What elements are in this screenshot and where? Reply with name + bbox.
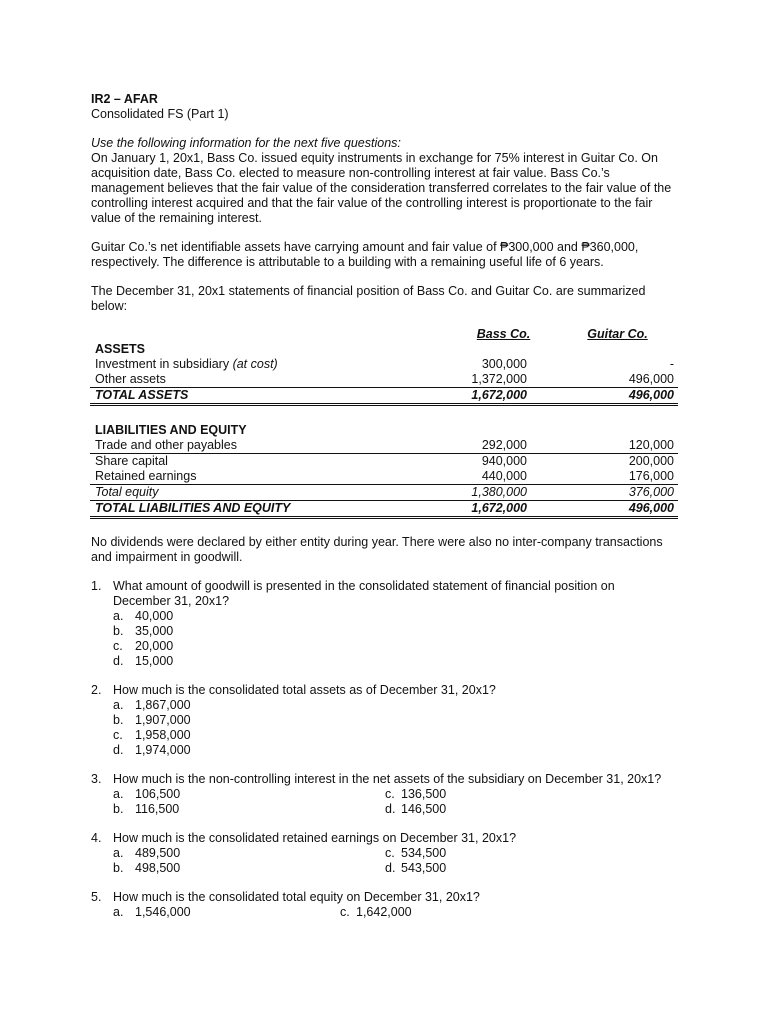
row-label: TOTAL LIABILITIES AND EQUITY [90, 501, 450, 518]
intro-line: value of the remaining interest. [91, 211, 262, 225]
question-stem: How much is the consolidated retained earnings on December 31, 20x1? [113, 831, 517, 845]
note-line: and impairment in goodwill. [91, 550, 243, 564]
liabilities-heading-row [90, 423, 678, 438]
option-value: 136,500 [401, 787, 447, 801]
option-letter: a. [113, 787, 124, 801]
option-value: 498,500 [135, 861, 181, 875]
question-1 [91, 579, 681, 669]
option-value: 116,500 [135, 802, 180, 816]
question-stem: How much is the consolidated total assets as of December 31, 20x1? [113, 683, 496, 697]
option-letter: c. [340, 905, 350, 919]
row-label: TOTAL ASSETS [90, 388, 450, 405]
question-number: 3. [91, 772, 102, 786]
question-4 [91, 831, 681, 876]
instruction-text: Use the following information for the next five questions: [91, 136, 401, 150]
row-label: Investment in subsidiary [95, 357, 233, 371]
table-header-row [90, 327, 678, 342]
option-letter: c. [113, 639, 123, 653]
option-letter: c. [385, 846, 395, 860]
option-letter: b. [113, 861, 124, 875]
fair-value-line: Guitar Co.’s net identifiable assets have carrying amount and fair value of ₱300,000 and ₱360,000, [91, 240, 639, 254]
cell-guitar: 496,000 [554, 501, 678, 518]
question-number: 1. [91, 579, 102, 593]
option-value: 106,500 [135, 787, 181, 801]
option-value: 35,000 [135, 624, 174, 638]
option-letter: d. [113, 654, 124, 668]
total-assets-row [90, 388, 678, 405]
intro-line: On January 1, 20x1, Bass Co. issued equity instruments in exchange for 75% interest in Guitar Co. On [91, 151, 658, 165]
cell-guitar: 200,000 [554, 454, 678, 470]
total-liabilities-equity-row [90, 501, 678, 518]
note-line: No dividends were declared by either entity during year. There were also no inter-company transactions [91, 535, 663, 549]
table-row [90, 454, 678, 470]
option-value: 1,642,000 [356, 905, 412, 919]
intro-line: management believes that the fair value of the consideration transferred correlates to the fair value of the [91, 181, 672, 195]
option-letter: a. [113, 846, 124, 860]
option-letter: c. [385, 787, 395, 801]
cell-guitar: 176,000 [628, 469, 674, 483]
option-value: 40,000 [135, 609, 174, 623]
row-label: Retained earnings [95, 469, 197, 483]
option-letter: a. [113, 609, 124, 623]
option-letter: d. [385, 802, 396, 816]
liabilities-heading: LIABILITIES AND EQUITY [95, 423, 247, 437]
assets-heading: ASSETS [95, 342, 146, 356]
cell-bass: 1,672,000 [450, 501, 531, 518]
row-label: Trade and other payables [95, 438, 237, 452]
option-value: 1,958,000 [135, 728, 191, 742]
question-number: 5. [91, 890, 102, 904]
summary-line: below: [91, 299, 128, 313]
option-letter: c. [113, 728, 123, 742]
option-value: 1,867,000 [135, 698, 191, 712]
col-header-bass: Bass Co. [476, 327, 531, 341]
option-value: 534,500 [401, 846, 447, 860]
cell-bass: 1,372,000 [471, 372, 527, 386]
question-number: 2. [91, 683, 102, 697]
document-title: IR2 – AFAR [91, 92, 158, 106]
table-row [90, 438, 678, 454]
option-value: 1,907,000 [135, 713, 191, 727]
option-value: 1,546,000 [135, 905, 191, 919]
option-value: 543,500 [401, 861, 447, 875]
row-label-note: (at cost) [232, 357, 278, 371]
fair-value-line: respectively. The difference is attributable to a building with a remaining useful life of 6 years. [91, 255, 604, 269]
question-stem-cont: December 31, 20x1? [113, 594, 230, 608]
cell-guitar: 496,000 [554, 388, 678, 405]
cell-bass: 292,000 [481, 438, 527, 452]
option-value: 146,500 [401, 802, 447, 816]
table-row [90, 357, 678, 372]
question-stem: What amount of goodwill is presented in the consolidated statement of financial position on [113, 579, 615, 593]
cell-bass: 440,000 [481, 469, 527, 483]
cell-guitar: 496,000 [628, 372, 674, 386]
option-letter: a. [113, 698, 124, 712]
option-letter: b. [113, 802, 124, 816]
cell-bass: 1,672,000 [450, 388, 531, 405]
cell-bass: 300,000 [481, 357, 527, 371]
option-letter: b. [113, 713, 124, 727]
document-subtitle: Consolidated FS (Part 1) [91, 107, 229, 121]
row-label: Total equity [90, 485, 450, 501]
option-letter: b. [113, 624, 124, 638]
question-2 [91, 683, 681, 758]
question-5 [91, 890, 681, 920]
assets-heading-row [90, 342, 678, 357]
document-page [91, 92, 681, 920]
row-label: Share capital [90, 454, 450, 470]
col-header-guitar: Guitar Co. [587, 327, 648, 341]
cell-bass: 940,000 [450, 454, 531, 470]
option-value: 489,500 [135, 846, 181, 860]
option-value: 1,974,000 [135, 743, 191, 757]
cell-guitar: 376,000 [554, 485, 678, 501]
row-label: Other assets [95, 372, 166, 386]
cell-guitar: 120,000 [628, 438, 674, 452]
cell-guitar: - [669, 357, 674, 371]
question-stem: How much is the non-controlling interest in the net assets of the subsidiary on December 31, 20x1? [113, 772, 662, 786]
option-letter: a. [113, 905, 124, 919]
intro-line: controlling interest acquired and that the fair value of the controlling interest is proportionate to the fair [91, 196, 653, 210]
question-3 [91, 772, 681, 817]
option-letter: d. [385, 861, 396, 875]
option-value: 20,000 [135, 639, 174, 653]
intro-line: acquisition date, Bass Co. elected to measure non-controlling interest at fair value. Bass Co.’s [91, 166, 610, 180]
question-number: 4. [91, 831, 102, 845]
total-equity-row [90, 485, 678, 501]
option-letter: d. [113, 743, 124, 757]
option-value: 15,000 [135, 654, 174, 668]
question-stem: How much is the consolidated total equity on December 31, 20x1? [113, 890, 480, 904]
table-row [90, 469, 678, 485]
summary-line: The December 31, 20x1 statements of financial position of Bass Co. and Guitar Co. are summarized [91, 284, 646, 298]
table-row [90, 372, 678, 388]
financial-position-table [90, 327, 678, 519]
cell-bass: 1,380,000 [450, 485, 531, 501]
